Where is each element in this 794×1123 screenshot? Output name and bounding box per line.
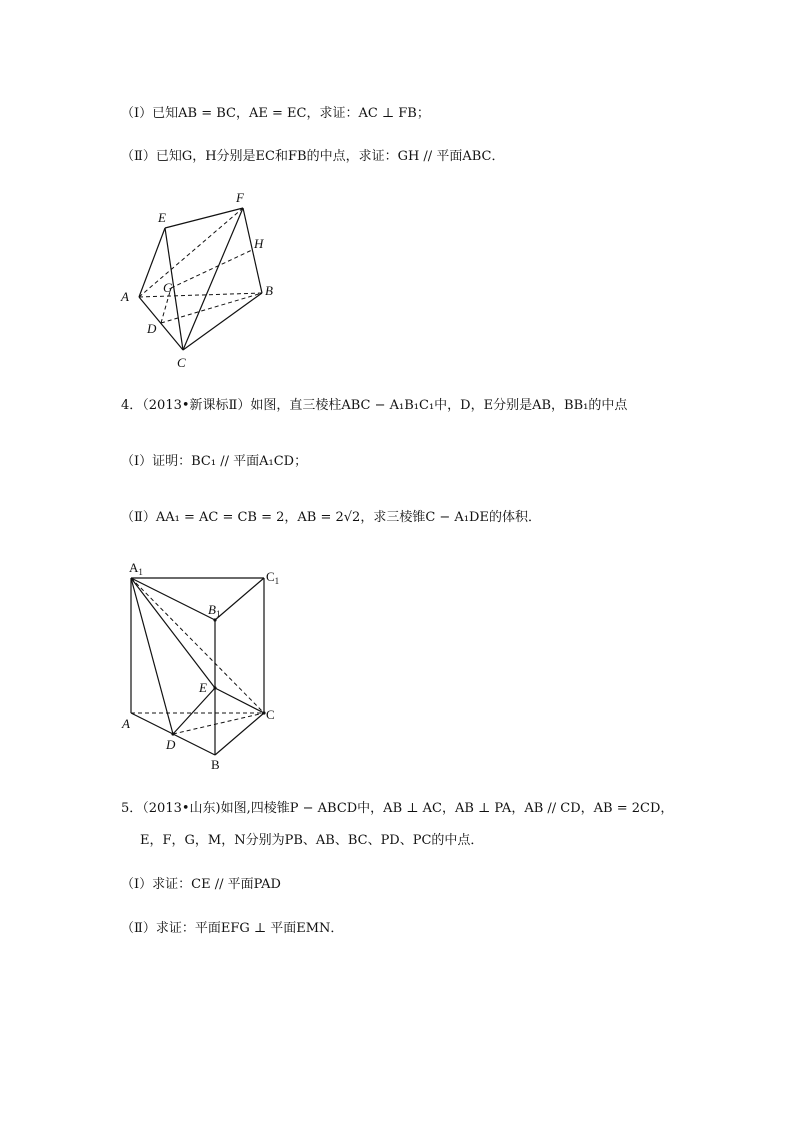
- label-B: B: [265, 283, 273, 298]
- label-G: G: [163, 280, 173, 295]
- q5-stem: 5．（2013•山东)如图,四棱锥P − ABCD中，AB ⊥ AC，AB ⊥ PA，AB // CD，AB = 2CD，: [121, 801, 674, 816]
- q3-part2: （Ⅱ）已知G，H分别是EC和FB的中点，求证：GH // 平面ABC．: [121, 149, 505, 164]
- edge-DC: [173, 713, 264, 734]
- edge-A1C: [131, 578, 264, 713]
- q5-stem-cont: E，F，G，M，N分别为PB、AB、BC、PD、PC的中点．: [140, 833, 484, 848]
- q3-part1: （Ⅰ）已知AB = BC，AE = EC，求证：AC ⊥ FB；: [121, 106, 430, 121]
- q4-stem: 4．（2013•新课标Ⅱ）如图，直三棱柱ABC − A₁B₁C₁中，D，E分别是AB，BB₁的中点: [121, 398, 628, 413]
- q5-part2: （Ⅱ）求证：平面EFG ⊥ 平面EMN．: [121, 921, 344, 936]
- edge-B1C1: [215, 578, 264, 620]
- q5-part1: （Ⅰ）求证：CE // 平面PAD: [121, 877, 281, 892]
- label-C: C: [177, 355, 186, 370]
- label-B1: $B_1$: [208, 602, 221, 619]
- label-C1: $C_1$: [266, 569, 280, 586]
- edge-EC: [215, 688, 264, 713]
- edge-DE: [173, 688, 215, 734]
- edge-A1D: [131, 578, 173, 734]
- edge-A1B1: [131, 578, 215, 620]
- edge-BC: [215, 713, 264, 755]
- label-A: A: [121, 289, 129, 304]
- q4-part2: （Ⅱ）AA₁ = AC = CB = 2，AB = 2√2，求三棱锥C − A₁DE的体积．: [121, 510, 541, 525]
- label-E: E: [158, 210, 166, 225]
- q4-part1: （Ⅰ）证明：BC₁ // 平面A₁CD；: [121, 454, 308, 469]
- label-B: B: [211, 757, 220, 772]
- label-H: H: [254, 236, 264, 251]
- label-A1: $A_1$: [129, 560, 143, 577]
- label-E: E: [199, 680, 207, 695]
- label-D: D: [147, 321, 157, 336]
- label-D: D: [166, 737, 176, 752]
- edge-A1E: [131, 578, 215, 688]
- label-F: F: [236, 190, 244, 205]
- label-A: A: [122, 716, 130, 731]
- label-C: C: [266, 707, 275, 722]
